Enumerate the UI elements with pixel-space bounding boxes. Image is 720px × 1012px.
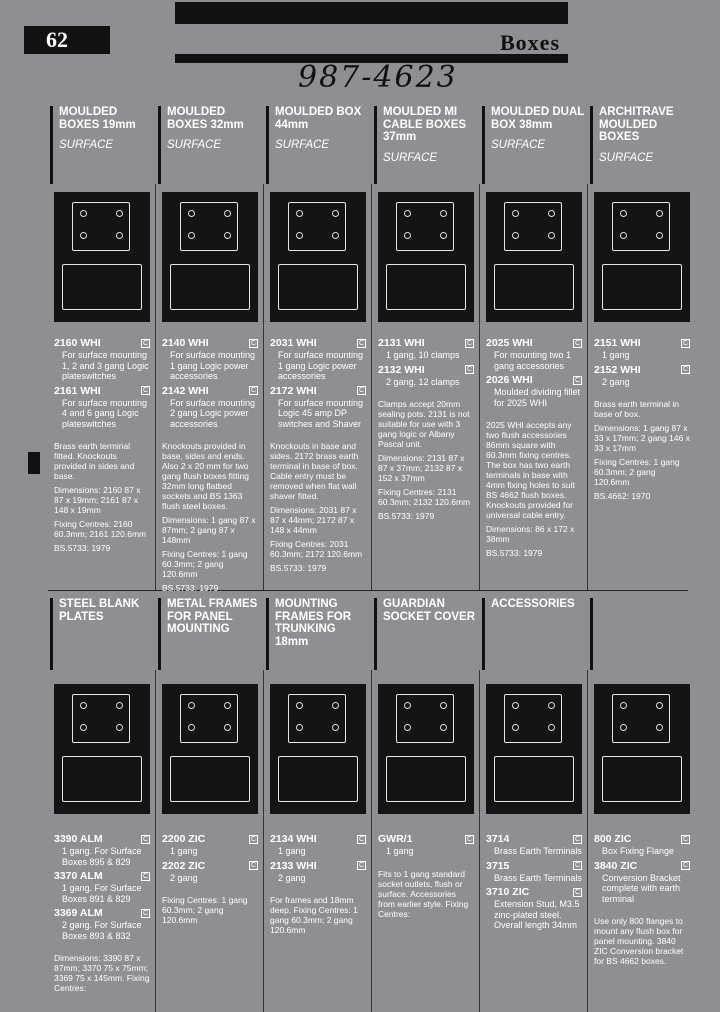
column-subheading: SURFACE <box>275 139 330 151</box>
catalogue-tag-icon: C <box>682 862 688 869</box>
product-illustration <box>396 694 454 743</box>
product-fix: Fixing Centres: 2131 60.3mm; 2132 120.6mm <box>378 487 471 507</box>
product-notes: For frames and 18mm deep. Fixing Centres: 1 gang 60.3mm; 2 gang 120.6mm <box>270 895 358 935</box>
catalogue-tag-icon: C <box>574 339 580 347</box>
product-illustration <box>62 264 142 310</box>
product-details <box>54 334 150 553</box>
column-divider <box>587 670 588 1012</box>
column-heading-text: GUARDIAN SOCKET COVER <box>383 598 476 623</box>
product-illustration <box>288 694 346 743</box>
screw-hole-icon <box>224 210 231 217</box>
product-illustration <box>170 756 250 802</box>
screw-hole-icon <box>548 702 555 709</box>
catalogue-number <box>54 833 150 845</box>
screw-hole-icon <box>224 702 231 709</box>
catalogue-number <box>270 833 366 845</box>
column-heading-text: STEEL BLANK PLATES <box>59 598 140 623</box>
catalogue-description: For surface mounting 1 gang Logic power accessories <box>278 350 364 381</box>
screw-hole-icon <box>116 232 123 239</box>
column-heading-text: MOULDED BOXES 32mm <box>167 106 244 131</box>
column-heading <box>374 598 478 670</box>
screw-hole-icon <box>656 210 663 217</box>
catalogue-description: 1 gang <box>602 350 630 360</box>
product-illustration <box>62 756 142 802</box>
handwritten-note: 987-4623 <box>298 60 458 95</box>
column-heading <box>482 598 586 670</box>
column-heading <box>158 598 262 670</box>
column-subheading: SURFACE <box>491 139 546 151</box>
catalogue-tag-icon: C <box>142 387 148 394</box>
catalogue-tag-icon: C <box>250 387 256 394</box>
catalogue-code: 2031 WHI <box>270 337 317 349</box>
screw-hole-icon <box>224 232 231 239</box>
catalogue-description: For surface mounting 2 gang Logic power accessories <box>170 397 256 429</box>
catalogue-tag-icon: C <box>574 888 580 896</box>
header-top-bar <box>175 2 568 24</box>
catalogue-code: 2151 WHI <box>594 337 641 349</box>
catalogue-number <box>378 364 474 376</box>
screw-hole-icon <box>296 210 303 217</box>
product-photo <box>54 684 150 814</box>
product-illustration <box>72 694 130 743</box>
column-heading-text: MOULDED DUAL BOX 38mm <box>491 106 585 131</box>
column-heading-text: MOULDED BOXES 19mm <box>59 106 136 131</box>
row2-column <box>50 598 154 670</box>
catalogue-description: 2 gang, 12 clamps <box>386 376 460 387</box>
column-heading <box>266 598 370 670</box>
product-details <box>594 830 690 966</box>
screw-hole-icon <box>332 702 339 709</box>
product-notes: Knockouts in base and sides. 2172 brass earth terminal in base of box. Cable entry must be removed when flat wall shaver fitted. <box>270 441 359 501</box>
column-subheading: SURFACE <box>59 139 114 151</box>
column-heading <box>482 106 586 184</box>
column-divider <box>479 184 480 590</box>
column-divider <box>479 670 480 1012</box>
product-illustration <box>494 264 574 310</box>
catalogue-tag-icon: C <box>574 862 580 869</box>
screw-hole-icon <box>404 724 411 731</box>
catalogue-number <box>54 337 150 349</box>
catalogue-description: For surface mounting 4 and 6 gang Logic plateswitches <box>62 397 148 429</box>
product-photo <box>162 192 258 322</box>
column-divider <box>155 184 156 590</box>
row2-column <box>374 598 478 670</box>
product-bs: BS.5733: 1979 <box>54 543 111 553</box>
catalogue-tag-icon: C <box>250 339 256 347</box>
row1-column <box>158 106 262 184</box>
catalogue-code: 2026 WHI <box>486 374 533 386</box>
catalogue-number <box>486 860 582 872</box>
catalogue-description: For mounting two 1 gang accessories <box>494 350 572 371</box>
product-fix: Fixing Centres: 2031 60.3mm; 2172 120.6mm <box>270 539 363 559</box>
screw-hole-icon <box>80 210 87 217</box>
catalogue-tag-icon: C <box>466 366 472 373</box>
screw-hole-icon <box>440 724 447 731</box>
screw-hole-icon <box>440 232 447 239</box>
catalogue-description: Extension Stud, M3.5 zinc-plated steel. Overall length 34mm <box>494 899 580 930</box>
product-bs: BS.5733: 1979 <box>378 511 435 521</box>
catalogue-code: 2200 ZIC <box>162 833 206 845</box>
screw-hole-icon <box>656 702 663 709</box>
row1-column <box>374 106 478 184</box>
row2-column <box>158 598 262 670</box>
product-notes: Use only 800 flanges to mount any flush box for panel mounting. 3840 ZIC Conversion bracket for BS 4662 boxes. <box>594 916 684 966</box>
catalogue-code: GWR/1 <box>378 833 413 845</box>
catalogue-tag-icon: C <box>250 835 256 843</box>
screw-hole-icon <box>440 210 447 217</box>
column-heading-text: METAL FRAMES FOR PANEL MOUNTING <box>167 598 258 635</box>
product-photo <box>378 684 474 814</box>
product-photo <box>378 192 474 322</box>
catalogue-code: 3370 ALM <box>54 870 103 882</box>
screw-hole-icon <box>404 232 411 239</box>
catalogue-code: 800 ZIC <box>594 833 632 845</box>
product-details <box>378 830 474 919</box>
column-heading <box>50 598 154 670</box>
row1-column <box>50 106 154 184</box>
catalogue-tag-icon: C <box>358 835 364 843</box>
product-bs: BS.5733: 1979 <box>486 548 543 558</box>
column-heading <box>158 106 262 184</box>
catalogue-description: 2 gang <box>602 376 630 387</box>
product-notes: 2025 WHI accepts any two flush accessories 86mm square with 60.3mm fixing centres. The box has two earth terminals in base with 4mm fixing holes to suit BS 4662 flush boxes. Knockouts provided for universal cable entry. <box>486 420 575 520</box>
catalogue-number <box>594 833 690 845</box>
column-divider <box>263 670 264 1012</box>
product-notes: Brass earth terminal in base of box. <box>594 399 680 419</box>
catalogue-description: 1 gang <box>278 846 306 856</box>
catalogue-number <box>54 385 150 397</box>
catalogue-tag-icon: C <box>142 872 148 880</box>
product-illustration <box>386 264 466 310</box>
product-photo <box>162 684 258 814</box>
column-divider <box>263 184 264 590</box>
product-fix: Fixing Centres: 2160 60.3mm; 2161 120.6mm <box>54 519 147 539</box>
product-details <box>486 334 582 558</box>
column-heading <box>50 106 154 184</box>
product-bs: BS.5733: 1979 <box>162 583 219 593</box>
product-illustration <box>180 202 238 251</box>
screw-hole-icon <box>224 724 231 731</box>
catalogue-code: 3715 <box>486 859 510 872</box>
catalogue-tag-icon: C <box>142 835 148 843</box>
product-illustration <box>72 202 130 251</box>
catalogue-description: 2 gang <box>170 872 198 883</box>
screw-hole-icon <box>656 724 663 731</box>
catalogue-description: 1 gang, 10 clamps <box>386 350 460 360</box>
catalogue-description: Moulded dividing fillet for 2025 WHI <box>494 387 581 408</box>
catalogue-tag-icon: C <box>682 835 688 843</box>
column-heading <box>266 106 370 184</box>
column-divider <box>371 670 372 1012</box>
catalogue-tag-icon: C <box>466 339 472 347</box>
product-photo <box>486 684 582 814</box>
screw-hole-icon <box>80 724 87 731</box>
screw-hole-icon <box>80 702 87 709</box>
row2-column <box>590 598 694 670</box>
catalogue-description: Brass Earth Terminals <box>494 872 582 883</box>
catalogue-tag-icon: C <box>682 339 688 347</box>
catalogue-code: 2152 WHI <box>594 363 641 376</box>
catalogue-number <box>270 385 366 397</box>
catalogue-number <box>54 907 150 919</box>
screw-hole-icon <box>404 702 411 709</box>
product-dims: Dimensions: 2160 87 x 87 x 19mm; 2161 87 x 148 x 19mm <box>54 485 141 515</box>
catalogue-tag-icon: C <box>142 339 148 347</box>
column-divider <box>155 670 156 1012</box>
product-dims: Dimensions: 2031 87 x 87 x 44mm; 2172 87 x 148 x 44mm <box>270 505 357 535</box>
row1-column <box>590 106 694 184</box>
catalogue-code: 2140 WHI <box>162 337 209 349</box>
product-photo <box>54 192 150 322</box>
catalogue-tag-icon: C <box>358 862 364 869</box>
catalogue-number <box>162 833 258 845</box>
screw-hole-icon <box>116 210 123 217</box>
screw-hole-icon <box>404 210 411 217</box>
product-illustration <box>602 756 682 802</box>
catalogue-code: 2161 WHI <box>54 384 101 397</box>
catalogue-code: 3390 ALM <box>54 833 103 845</box>
product-illustration <box>278 756 358 802</box>
product-illustration <box>504 202 562 251</box>
column-divider <box>587 184 588 590</box>
catalogue-code: 2131 WHI <box>378 337 425 349</box>
row1-column <box>482 106 586 184</box>
product-fix: Fixing Centres: 1 gang 60.3mm; 2 gang 120.6mm <box>162 549 248 579</box>
catalogue-number <box>162 860 258 872</box>
product-dims: Dimensions: 1 gang 87 x 87mm; 2 gang 87 x 148mm <box>162 515 256 545</box>
column-divider <box>371 184 372 590</box>
product-illustration <box>180 694 238 743</box>
row1-column <box>266 106 370 184</box>
screw-hole-icon <box>116 702 123 709</box>
product-illustration <box>612 694 670 743</box>
column-heading-text: ARCHITRAVE MOULDED BOXES <box>599 106 674 143</box>
screw-hole-icon <box>620 232 627 239</box>
catalogue-description: 1 gang <box>386 846 414 856</box>
screw-hole-icon <box>296 232 303 239</box>
catalogue-description: For surface mounting 1, 2 and 3 gang Logic plateswitches <box>62 350 149 381</box>
screw-hole-icon <box>512 232 519 239</box>
screw-hole-icon <box>332 232 339 239</box>
screw-hole-icon <box>548 210 555 217</box>
catalogue-number <box>486 886 582 898</box>
screw-hole-icon <box>512 210 519 217</box>
catalogue-code: 3369 ALM <box>54 907 103 919</box>
product-bs: BS.4662: 1970 <box>594 491 651 501</box>
product-details <box>486 830 582 931</box>
catalogue-description: 1 gang. For Surface Boxes 895 & 829 <box>62 846 142 867</box>
screw-hole-icon <box>620 724 627 731</box>
screw-hole-icon <box>188 724 195 731</box>
catalogue-number <box>594 860 690 872</box>
catalogue-description: Box Fixing Flange <box>602 846 675 856</box>
product-photo <box>594 684 690 814</box>
product-details <box>54 830 150 993</box>
catalogue-tag-icon: C <box>358 387 364 394</box>
screw-hole-icon <box>548 232 555 239</box>
catalogue-code: 2142 WHI <box>162 384 209 397</box>
catalogue-number <box>162 385 258 397</box>
product-details <box>270 830 366 935</box>
catalogue-tag-icon: C <box>574 376 580 384</box>
catalogue-code: 2133 WHI <box>270 859 317 872</box>
screw-hole-icon <box>116 724 123 731</box>
product-illustration <box>504 694 562 743</box>
catalogue-description: For surface mounting Logic 45 amp DP switches and Shaver <box>278 397 364 429</box>
catalogue-number <box>378 833 474 845</box>
catalogue-description: 2 gang <box>278 872 306 883</box>
catalogue-code: 2160 WHI <box>54 337 101 349</box>
column-heading-text: MOULDED MI CABLE BOXES 37mm <box>383 106 467 143</box>
catalogue-number <box>486 833 582 845</box>
catalogue-number <box>594 364 690 376</box>
catalogue-description: 1 gang. For Surface Boxes 891 & 829 <box>62 883 142 904</box>
product-photo <box>270 192 366 322</box>
catalogue-description: For surface mounting 1 gang Logic power accessories <box>170 350 256 381</box>
catalogue-number <box>594 337 690 349</box>
catalogue-code: 2202 ZIC <box>162 859 206 872</box>
screw-hole-icon <box>656 232 663 239</box>
catalogue-code: 3714 <box>486 833 510 845</box>
column-heading-text: MOUNTING FRAMES FOR TRUNKING 18mm <box>275 598 352 648</box>
catalogue-code: 2172 WHI <box>270 384 317 397</box>
catalogue-tag-icon: C <box>250 862 256 869</box>
product-details <box>378 334 474 521</box>
column-subheading: SURFACE <box>599 151 654 164</box>
screw-hole-icon <box>440 702 447 709</box>
catalogue-number <box>54 870 150 882</box>
product-fix: Fixing Centres: 1 gang 60.3mm; 2 gang 120.6mm <box>594 457 680 487</box>
product-notes: Fits to 1 gang standard socket outlets, flush or surface. Accessories from earlier style. Fixing Centres: <box>378 868 469 919</box>
screw-hole-icon <box>332 210 339 217</box>
screw-hole-icon <box>332 724 339 731</box>
screw-hole-icon <box>512 724 519 731</box>
catalogue-description: Brass Earth Terminals <box>494 846 582 856</box>
catalogue-number <box>270 337 366 349</box>
product-photo <box>486 192 582 322</box>
catalogue-description: 2 gang. For Surface Boxes 893 & 832 <box>62 920 142 941</box>
product-illustration <box>170 264 250 310</box>
screw-hole-icon <box>620 210 627 217</box>
catalogue-description: 1 gang <box>170 846 198 856</box>
catalogue-description: Conversion Bracket complete with earth terminal <box>602 872 681 904</box>
page-number-tab: 62 <box>24 26 110 54</box>
product-illustration <box>396 202 454 251</box>
screw-hole-icon <box>188 232 195 239</box>
product-bs: BS.5733: 1979 <box>270 563 327 573</box>
column-subheading: SURFACE <box>383 151 438 164</box>
column-heading <box>590 106 694 184</box>
product-illustration <box>612 202 670 251</box>
product-illustration <box>278 264 358 310</box>
catalogue-tag-icon: C <box>574 835 580 843</box>
screw-hole-icon <box>188 702 195 709</box>
column-heading <box>374 106 478 184</box>
catalogue-tag-icon: C <box>358 339 364 347</box>
row1-bottom-rule <box>48 590 688 591</box>
catalogue-code: 3710 ZIC <box>486 886 530 898</box>
catalogue-tag-icon: C <box>142 909 148 917</box>
product-notes: Fixing Centres: 1 gang 60.3mm; 2 gang 120.6mm <box>162 895 248 925</box>
product-illustration <box>494 756 574 802</box>
catalogue-code: 3840 ZIC <box>594 859 638 872</box>
page-title: Boxes <box>500 30 560 55</box>
product-notes: Knockouts provided in base, sides and ends. Also 2 x 20 mm for two gang flush boxes fitting 32mm long flatbed sockets and BS 1363 flush steel boxes. <box>162 441 249 511</box>
catalogue-number <box>378 337 474 349</box>
catalogue-code: 2025 WHI <box>486 337 533 349</box>
product-illustration <box>386 756 466 802</box>
catalogue-number <box>270 860 366 872</box>
product-details <box>594 334 690 501</box>
catalogue-tag-icon: C <box>466 835 472 843</box>
column-subheading: SURFACE <box>167 139 222 151</box>
product-notes: Clamps accept 20mm sealing pots. 2131 is not suitable for use with 3 gang logic or Albany Pascal unit. <box>378 399 470 449</box>
screw-hole-icon <box>296 724 303 731</box>
row2-column <box>266 598 370 670</box>
catalogue-code: 2134 WHI <box>270 833 317 845</box>
product-dims: Dimensions: 86 x 172 x 38mm <box>486 524 575 544</box>
column-heading-text: ACCESSORIES <box>491 598 575 610</box>
column-heading-text: MOULDED BOX 44mm <box>275 106 362 131</box>
catalogue-number <box>486 374 582 386</box>
product-details <box>162 830 258 925</box>
catalogue-code: 2132 WHI <box>378 363 425 376</box>
screw-hole-icon <box>548 724 555 731</box>
product-notes: Brass earth terminal fitted. Knockouts provided in sides and base. <box>54 441 135 481</box>
screw-hole-icon <box>80 232 87 239</box>
catalogue-number <box>486 337 582 349</box>
margin-marker <box>28 452 40 474</box>
catalogue-number <box>162 337 258 349</box>
product-photo <box>270 684 366 814</box>
product-details <box>270 334 366 573</box>
screw-hole-icon <box>296 702 303 709</box>
catalogue-tag-icon: C <box>682 366 688 373</box>
product-illustration <box>288 202 346 251</box>
row2-column <box>482 598 586 670</box>
product-photo <box>594 192 690 322</box>
product-notes: Dimensions: 3390 87 x 87mm; 3370 75 x 75mm; 3369 75 x 145mm. Fixing Centres: <box>54 953 150 993</box>
product-details <box>162 334 258 593</box>
screw-hole-icon <box>620 702 627 709</box>
product-dims: Dimensions: 1 gang 87 x 33 x 17mm; 2 gang 146 x 33 x 17mm <box>594 423 690 453</box>
column-heading <box>590 598 694 670</box>
product-illustration <box>602 264 682 310</box>
product-dims: Dimensions: 2131 87 x 87 x 37mm; 2132 87 x 152 x 37mm <box>378 453 465 483</box>
screw-hole-icon <box>188 210 195 217</box>
screw-hole-icon <box>512 702 519 709</box>
